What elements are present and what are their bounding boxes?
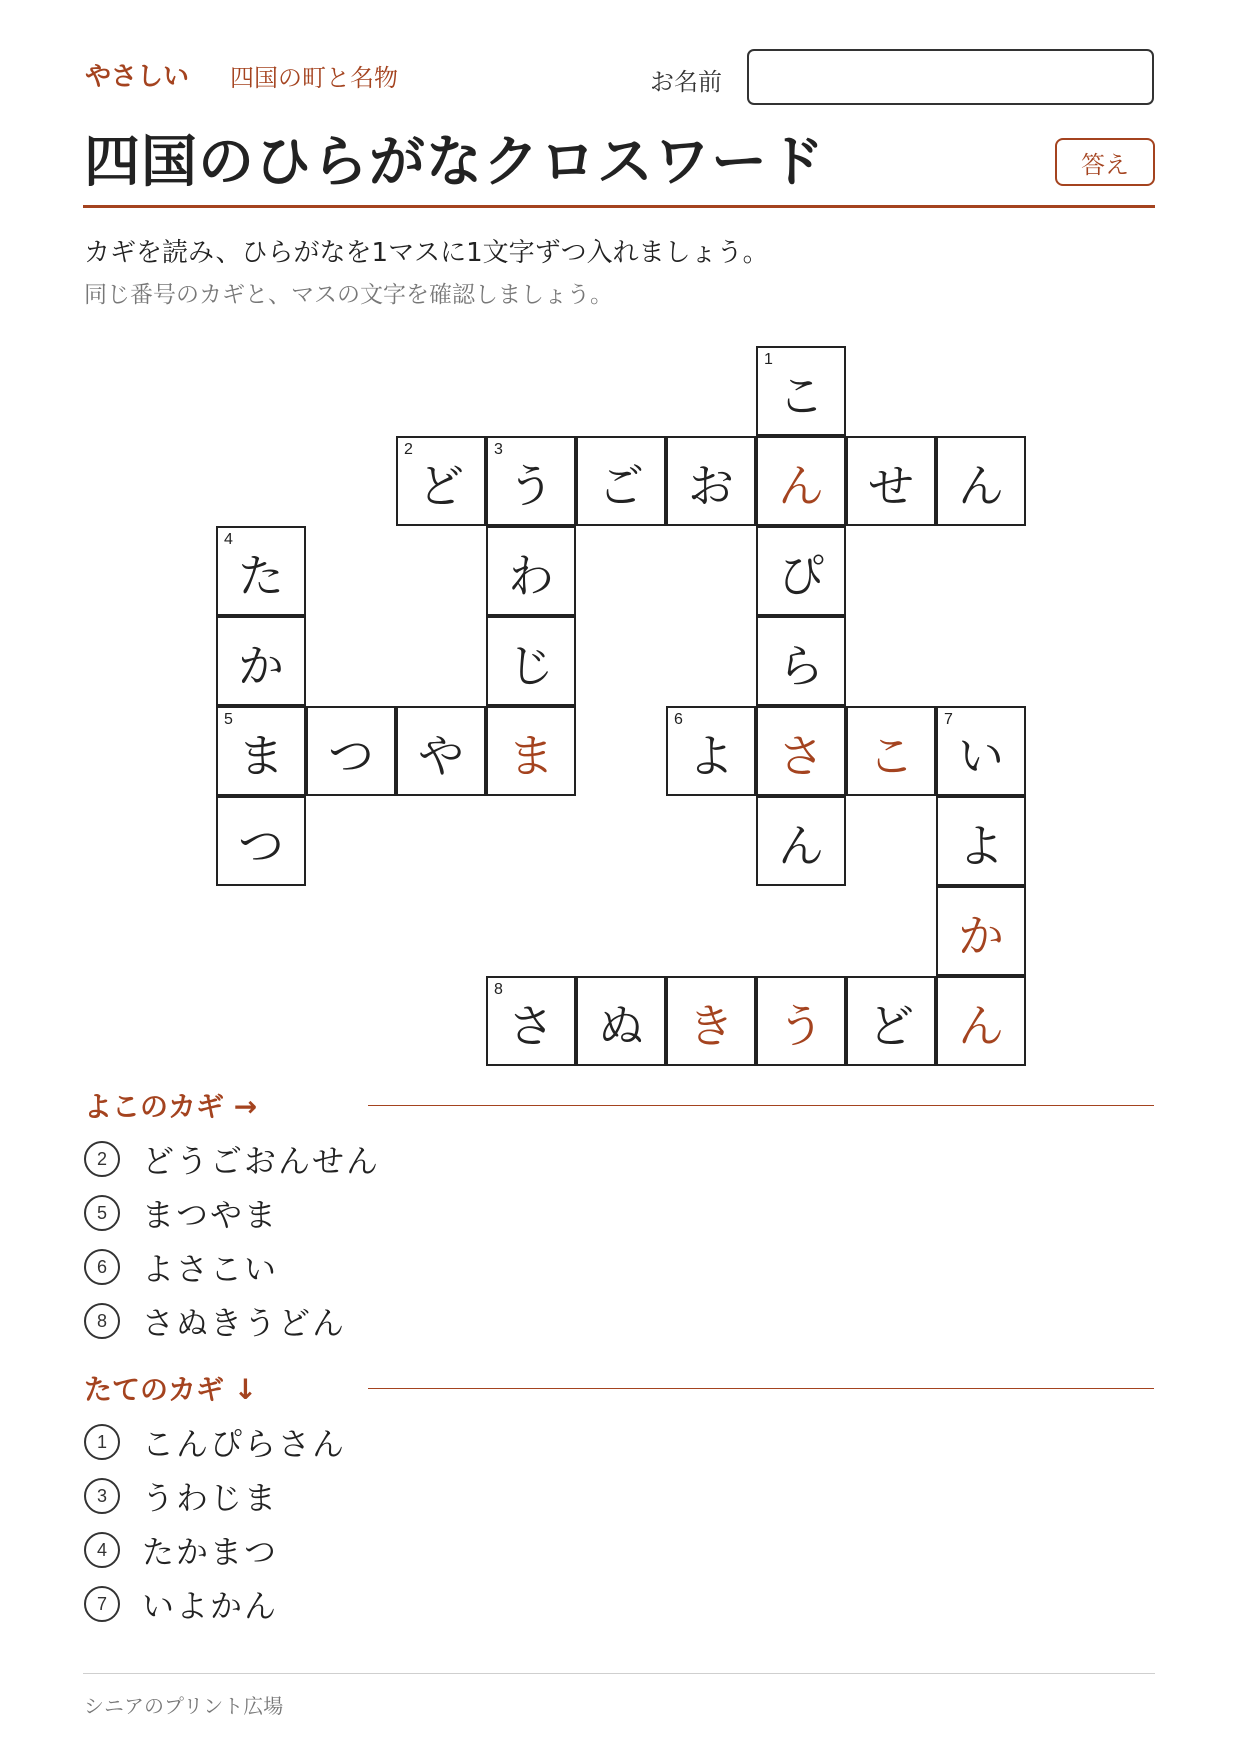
cell-letter: じ: [508, 639, 554, 693]
cell-letter: ぬ: [598, 999, 644, 1053]
grid-cell[interactable]: [756, 706, 846, 796]
grid-cell[interactable]: [756, 616, 846, 706]
grid-cell[interactable]: [756, 346, 846, 436]
clue-text: どうごおんせん: [142, 1142, 381, 1180]
cell-letter: つ: [238, 819, 284, 873]
cell-letter: ど: [418, 459, 464, 513]
cell-letter: つ: [328, 729, 374, 783]
clue-text: たかまつ: [142, 1533, 279, 1571]
grid-cell[interactable]: [936, 976, 1026, 1066]
cell-letter: ん: [778, 459, 824, 513]
clue-number-badge: 3: [84, 1478, 120, 1514]
grid-cell[interactable]: [846, 706, 936, 796]
name-label: お名前: [650, 68, 722, 96]
cell-letter: お: [688, 459, 734, 513]
grid-cell[interactable]: [936, 436, 1026, 526]
clue-number: 3: [494, 441, 503, 458]
across-heading: よこのカギ →: [84, 1090, 258, 1123]
grid-cell[interactable]: [576, 436, 666, 526]
cell-letter: こ: [778, 369, 824, 423]
grid-cell[interactable]: [846, 436, 936, 526]
cell-letter: ん: [778, 819, 824, 873]
across-clues-section: [84, 1085, 1156, 1355]
across-clue-list: [84, 1139, 1156, 1341]
cell-letter: せ: [868, 459, 914, 513]
footer-credit: シニアのプリント広場: [84, 1694, 284, 1718]
down-clues-section: [84, 1368, 1156, 1638]
clue-text: よさこい: [142, 1250, 279, 1288]
clue-item: [84, 1139, 1156, 1179]
grid-cell[interactable]: [216, 796, 306, 886]
cell-letter: い: [958, 729, 1004, 783]
grid-cell[interactable]: [486, 706, 576, 796]
clue-number: 1: [764, 351, 773, 368]
clue-item: [84, 1301, 1156, 1341]
cell-letter: や: [418, 729, 464, 783]
grid-cell[interactable]: [936, 706, 1026, 796]
cell-letter: ぴ: [778, 549, 824, 603]
clue-number: 7: [944, 711, 953, 728]
cell-letter: ん: [958, 999, 1004, 1053]
cell-letter: う: [508, 459, 554, 513]
clue-item: [84, 1530, 1156, 1570]
clue-number-badge: 5: [84, 1195, 120, 1231]
grid-cell[interactable]: [756, 796, 846, 886]
grid-cell[interactable]: [216, 706, 306, 796]
across-divider: [368, 1105, 1154, 1106]
cell-letter: さ: [778, 729, 824, 783]
cell-letter: ら: [778, 639, 824, 693]
down-divider: [368, 1388, 1154, 1389]
answer-button[interactable]: 答え: [1055, 138, 1155, 186]
cell-letter: ま: [508, 729, 554, 783]
clue-number-badge: 1: [84, 1424, 120, 1460]
clue-item: [84, 1584, 1156, 1624]
clue-number-badge: 6: [84, 1249, 120, 1285]
page-title: 四国のひらがなクロスワード: [84, 130, 825, 195]
grid-cell[interactable]: [396, 436, 486, 526]
cell-letter: よ: [688, 729, 734, 783]
clue-number: 8: [494, 981, 503, 998]
cell-letter: き: [688, 999, 734, 1053]
grid-cell[interactable]: [396, 706, 486, 796]
cell-letter: ん: [958, 459, 1004, 513]
grid-cell[interactable]: [216, 616, 306, 706]
grid-cell[interactable]: [936, 796, 1026, 886]
clue-number: 2: [404, 441, 413, 458]
grid-cell[interactable]: [936, 886, 1026, 976]
grid-cell[interactable]: [486, 976, 576, 1066]
grid-cell[interactable]: [846, 976, 936, 1066]
clue-number: 6: [674, 711, 683, 728]
cell-letter: た: [238, 549, 284, 603]
down-heading: たてのカギ ↓: [84, 1373, 258, 1406]
cell-letter: う: [778, 999, 824, 1053]
clue-text: こんぴらさん: [142, 1425, 347, 1463]
grid-cell[interactable]: [666, 436, 756, 526]
grid-cell[interactable]: [756, 526, 846, 616]
clue-item: [84, 1422, 1156, 1462]
clue-text: さぬきうどん: [142, 1304, 347, 1342]
grid-cell[interactable]: [216, 526, 306, 616]
cell-letter: ど: [868, 999, 914, 1053]
instruction-main: カギを読み、ひらがなを1マスに1文字ずつ入れましょう。: [84, 238, 769, 268]
grid-cell[interactable]: [756, 976, 846, 1066]
difficulty-label: やさしい: [85, 62, 190, 92]
cell-letter: よ: [958, 819, 1004, 873]
clue-number: 5: [224, 711, 233, 728]
clue-number-badge: 7: [84, 1586, 120, 1622]
cell-letter: か: [958, 909, 1004, 963]
clue-number-badge: 4: [84, 1532, 120, 1568]
cell-letter: こ: [868, 729, 914, 783]
cell-letter: さ: [508, 999, 554, 1053]
theme-label: 四国の町と名物: [230, 64, 398, 92]
cell-letter: ご: [598, 459, 644, 513]
clue-text: まつやま: [142, 1196, 279, 1234]
cell-letter: わ: [508, 549, 554, 603]
clue-text: いよかん: [142, 1587, 279, 1625]
footer-divider: [83, 1673, 1155, 1674]
clue-item: [84, 1193, 1156, 1233]
instruction-sub: 同じ番号のカギと、マスの文字を確認しましょう。: [84, 282, 613, 308]
grid-cell[interactable]: [756, 436, 846, 526]
down-clue-list: [84, 1422, 1156, 1624]
grid-cell[interactable]: [486, 616, 576, 706]
grid-cell[interactable]: [666, 706, 756, 796]
grid-cell[interactable]: [576, 976, 666, 1066]
clue-number: 4: [224, 531, 233, 548]
grid-cell[interactable]: [486, 436, 576, 526]
cell-letter: か: [238, 639, 284, 693]
clue-item: [84, 1476, 1156, 1516]
grid-cell[interactable]: [666, 976, 756, 1066]
clue-number-badge: 8: [84, 1303, 120, 1339]
clue-text: うわじま: [142, 1479, 279, 1517]
cell-letter: ま: [238, 729, 284, 783]
clue-number-badge: 2: [84, 1141, 120, 1177]
grid-cell[interactable]: [486, 526, 576, 616]
grid-cell[interactable]: [306, 706, 396, 796]
clue-item: [84, 1247, 1156, 1287]
